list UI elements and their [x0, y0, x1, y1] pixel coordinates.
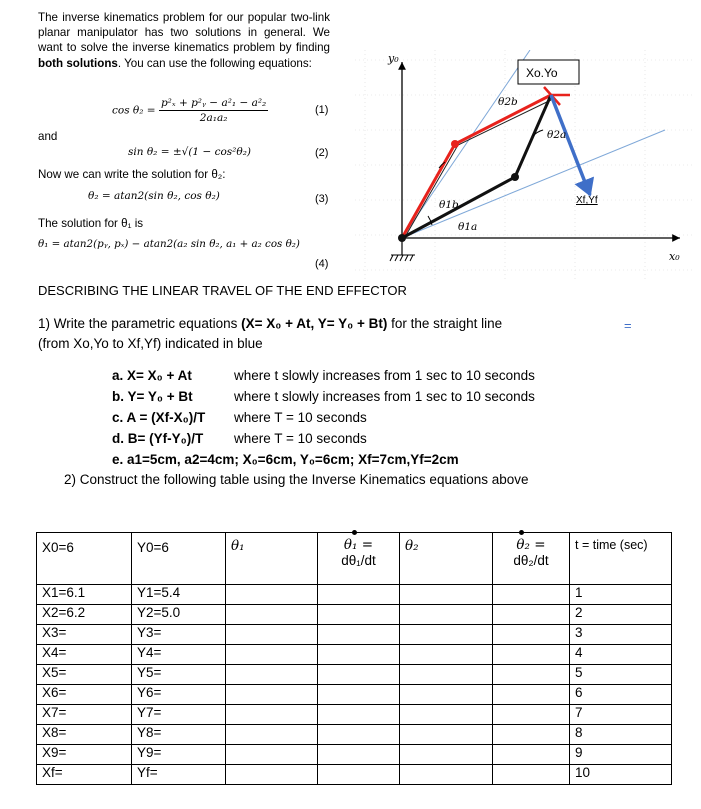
cell-dtheta2[interactable] [493, 625, 570, 645]
cell-theta1[interactable] [226, 765, 318, 785]
row-x: X3= [37, 625, 132, 645]
cell-dtheta1[interactable] [318, 585, 400, 605]
cell-theta1[interactable] [226, 665, 318, 685]
row-x: Xf= [37, 765, 132, 785]
table-header-row [37, 533, 672, 585]
x0-label: x₀ [669, 250, 680, 263]
cell-dtheta2[interactable] [493, 765, 570, 785]
header-theta1-dot [318, 533, 400, 585]
cell-theta2[interactable] [400, 645, 493, 665]
cell-theta2[interactable] [400, 725, 493, 745]
row-t: 7 [570, 705, 672, 725]
row-t: 1 [570, 585, 672, 605]
equation-4: θ₁ = atan2(pᵧ, pₓ) − atan2(a₂ sin θ₂, a₁ + a₂ cos θ₂) [38, 238, 300, 250]
row-t: 10 [570, 765, 672, 785]
row-t: 9 [570, 745, 672, 765]
list-item-b [112, 389, 535, 404]
cell-dtheta1[interactable] [318, 705, 400, 725]
cell-theta1[interactable] [226, 585, 318, 605]
elbow-up-joint [451, 140, 459, 148]
question-2: 2) Construct the following table using the Inverse Kinematics equations above [64, 472, 529, 487]
intro-bold: both solutions [38, 56, 118, 70]
cell-dtheta2[interactable] [493, 685, 570, 705]
header-theta2: θ₂ [400, 533, 493, 585]
row-x: X7= [37, 705, 132, 725]
cell-dtheta1[interactable] [318, 765, 400, 785]
row-t: 5 [570, 665, 672, 685]
cell-theta2[interactable] [400, 585, 493, 605]
solution-text: The solution for θ₁ is [38, 217, 144, 230]
cell-dtheta2[interactable] [493, 665, 570, 685]
and-label: and [38, 130, 58, 143]
item-a-label: a. X= X₀ + At [112, 368, 192, 383]
eq4-number: (4) [315, 258, 329, 270]
base-joint [398, 234, 406, 242]
row-y: Y6= [132, 685, 226, 705]
theta1-eq: θ₁ = [343, 537, 374, 553]
q1-bold-equations: (X= X₀ + At, Y= Y₀ + Bt) [241, 316, 388, 331]
cell-dtheta1[interactable] [318, 685, 400, 705]
cell-theta2[interactable] [400, 705, 493, 725]
theta2b-label: θ2b [498, 96, 518, 108]
cell-theta2[interactable] [400, 605, 493, 625]
row-y: Y9= [132, 745, 226, 765]
row-x: X9= [37, 745, 132, 765]
cell-dtheta1[interactable] [318, 745, 400, 765]
row-y: Y2=5.0 [132, 605, 226, 625]
header-y0: Y0=6 [132, 533, 226, 585]
row-x: X4= [37, 645, 132, 665]
list-item-c [112, 410, 367, 425]
list-item-d [112, 431, 367, 446]
header-theta2-dot [493, 533, 570, 585]
dtheta1-dt: dθ₁/dt [341, 553, 376, 568]
cell-theta1[interactable] [226, 625, 318, 645]
row-y: Y1=5.4 [132, 585, 226, 605]
row-t: 3 [570, 625, 672, 645]
manipulator-diagram [355, 50, 695, 280]
eq1-denominator: 2a₁a₂ [199, 112, 228, 124]
theta2-eq: θ₂ = [516, 537, 546, 553]
table-row [37, 645, 672, 665]
intro-text-end: . You can use the following equations: [117, 56, 312, 70]
item-d-label: d. B= (Yf-Y₀)/T [112, 431, 204, 446]
item-c-desc: where T = 10 seconds [234, 410, 367, 425]
row-x: X8= [37, 725, 132, 745]
cell-theta1[interactable] [226, 725, 318, 745]
item-a-desc: where t slowly increases from 1 sec to 10 seconds [234, 368, 535, 383]
cell-dtheta1[interactable] [318, 645, 400, 665]
link1a-extension-line [402, 130, 665, 238]
cell-theta1[interactable] [226, 745, 318, 765]
theta2a-label: θ2a [547, 129, 567, 141]
cell-dtheta1[interactable] [318, 725, 400, 745]
section-heading: DESCRIBING THE LINEAR TRAVEL OF THE END EFFECTOR [38, 283, 407, 298]
now-text: Now we can write the solution for θ₂: [38, 168, 226, 181]
table-row [37, 745, 672, 765]
equation-3: θ₂ = atan2(sin θ₂, cos θ₂) [88, 190, 220, 202]
eq1-lhs: cos θ₂ = [112, 104, 156, 117]
ground-hatch [390, 255, 415, 261]
eq1-fraction [159, 97, 268, 124]
table-row [37, 585, 672, 605]
row-y: Y5= [132, 665, 226, 685]
equation-2: sin θ₂ = ±√(1 − cos²θ₂) [128, 146, 252, 158]
table-row [37, 665, 672, 685]
list-item-a [112, 368, 535, 383]
eq1-number: (1) [315, 104, 329, 116]
cell-dtheta1[interactable] [318, 665, 400, 685]
cell-theta2[interactable] [400, 665, 493, 685]
cell-theta2[interactable] [400, 685, 493, 705]
row-t: 4 [570, 645, 672, 665]
cell-dtheta2[interactable] [493, 705, 570, 725]
cell-dtheta1[interactable] [318, 625, 400, 645]
q1-line2: (from Xo,Yo to Xf,Yf) indicated in blue [38, 336, 263, 351]
row-y: Y8= [132, 725, 226, 745]
cell-theta1[interactable] [226, 605, 318, 625]
eq1-numerator: p²ₓ + p²ᵧ − a²₁ − a²₂ [160, 97, 267, 109]
table-row [37, 625, 672, 645]
theta1a-label: θ1a [458, 221, 478, 233]
xoyo-label: Xo.Yo [526, 66, 558, 80]
q1-text: 1) Write the parametric equations [38, 316, 242, 331]
cell-dtheta2[interactable] [493, 745, 570, 765]
row-y: Yf= [132, 765, 226, 785]
item-c-label: c. A = (Xf-X₀)/T [112, 410, 206, 425]
intro-paragraph [38, 10, 330, 71]
dtheta2-dt: dθ₂/dt [513, 553, 549, 568]
eq2-number: (2) [315, 147, 329, 159]
dot-marker-2 [519, 530, 524, 535]
cell-dtheta2[interactable] [493, 725, 570, 745]
q1-text-end: for the straight line [387, 316, 503, 331]
list-item-e [112, 452, 459, 467]
intro-text: The inverse kinematics problem for our popular two-link planar manipulator has two solutions in general. We want to solve the inverse kinematics problem by finding [38, 11, 330, 55]
row-t: 2 [570, 605, 672, 625]
cell-theta2[interactable] [400, 765, 493, 785]
item-b-desc: where t slowly increases from 1 sec to 10 seconds [234, 389, 535, 404]
item-d-desc: where T = 10 seconds [234, 431, 367, 446]
cell-dtheta1[interactable] [318, 605, 400, 625]
cell-theta1[interactable] [226, 705, 318, 725]
row-x: X6= [37, 685, 132, 705]
cell-dtheta2[interactable] [493, 585, 570, 605]
header-theta1: θ₁ [226, 533, 318, 585]
cell-theta2[interactable] [400, 625, 493, 645]
elbow-down-links [402, 95, 551, 238]
side-equals-mark: = [624, 318, 632, 333]
cell-theta1[interactable] [226, 685, 318, 705]
row-x: X1=6.1 [37, 585, 132, 605]
kinematics-table [36, 532, 672, 785]
header-time: t = time (sec) [570, 533, 672, 585]
table-row [37, 725, 672, 745]
theta1b-label: θ1b [439, 199, 459, 211]
dot-marker-1 [352, 530, 357, 535]
table-row [37, 705, 672, 725]
end-effector-path-arrow [551, 95, 590, 195]
table-row [37, 605, 672, 625]
equation-1 [112, 97, 268, 124]
cell-dtheta2[interactable] [493, 645, 570, 665]
row-x: X5= [37, 665, 132, 685]
row-x: X2=6.2 [37, 605, 132, 625]
item-b-label: b. Y= Y₀ + Bt [112, 389, 193, 404]
row-y: Y3= [132, 625, 226, 645]
cell-dtheta2[interactable] [493, 605, 570, 625]
xfyf-label: Xf,Yf [576, 195, 598, 206]
row-y: Y7= [132, 705, 226, 725]
elbow-up-links [402, 95, 551, 238]
question-1 [38, 314, 502, 354]
cell-theta1[interactable] [226, 645, 318, 665]
elbow-down-joint [511, 173, 519, 181]
cell-theta2[interactable] [400, 745, 493, 765]
row-t: 8 [570, 725, 672, 745]
header-x0: X0=6 [37, 533, 132, 585]
eq3-number: (3) [315, 193, 329, 205]
item-e-text: e. a1=5cm, a2=4cm; X₀=6cm, Y₀=6cm; Xf=7cm,Yf=2cm [112, 452, 459, 467]
row-t: 6 [570, 685, 672, 705]
table-row [37, 685, 672, 705]
y0-label: y₀ [388, 52, 399, 65]
row-y: Y4= [132, 645, 226, 665]
table-row [37, 765, 672, 785]
